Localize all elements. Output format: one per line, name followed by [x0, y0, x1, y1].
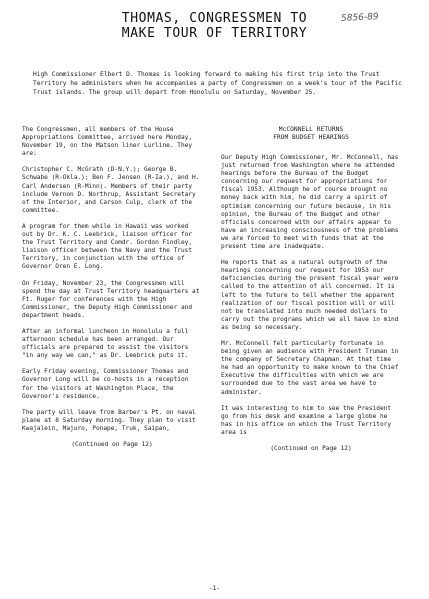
paragraph-truman-audience: Mr. McConnell felt particularly fortunate in being given an audience with President Truman in the company of Secretary Chapman. At that time he had an opportunity to make known to the Chief Executive the difficulties with which we are surrounded due to the vast area we have to administer.: [221, 339, 399, 396]
article-heading-mcconnell: McCONNELL RETURNS FROM BUDGET HEARINGS: [273, 126, 349, 141]
paragraph-congressmen-arrival: The Congressmen, all members of the House Appropriations Committee, arrived here Monday, November 19, on the Matson liner Lurline. They are:: [22, 126, 193, 158]
paragraph-departure: The party will leave from Barber's Pt. on naval plane at 8 Saturday morning. They plan to visit Kwajalein, Majuro, Ponape, Truk, Saipan,: [22, 408, 196, 432]
headline-line-2: MAKE TOUR OF TERRITORY: [121, 26, 308, 41]
headline-line-1: THOMAS, CONGRESSMEN TO: [121, 11, 308, 26]
right-column: [221, 126, 401, 453]
intro-paragraph: High Commissioner Elbert D. Thomas is looking forward to making his first trip into the Trust Territory he administers when he accompanies a party of Congressmen on a week's tour of the Pacific Trust islands. The group will depart from Honolulu on Saturday, November 25.: [33, 71, 402, 97]
paragraph-fiscal-deficiencies: He reports that as a natural outgrowth of the hearings concerning our request for 1953 our deficiencies during the present fiscal year were called to the attention of all concerned. It is left to the future to tell whether the apparent realization of our fiscal position will or will not be translated into much needed dollars to carry out the programs which we all have in mind as being so necessary.: [221, 259, 399, 331]
handwritten-reference-number: 5856-89: [340, 12, 379, 24]
page-number: -1-: [208, 584, 221, 592]
continued-notice-left: (Continued on Page 12): [71, 441, 153, 448]
continued-notice-right: (Continued on Page 12): [270, 445, 352, 452]
paragraph-reception: Early Friday evening, Commissioner Thomas and Governor Long will be co-hosts in a reception for the visitors at Washington Place, the Governor's residence.: [22, 368, 189, 400]
paragraph-hawaii-program: A program for them while in Hawaii was worked out by Dr. K. C. Leebrick, liaison officer for the Trust Territory and Comdr. Gordon Findley, liaison officer between the Navy and the Trust Territory, in conjunction with the office of Governor Oren E. Long.: [22, 222, 193, 271]
paragraph-member-names: Christopher C. McGrath (D-N.Y.); George B. Schwabe (R-Okla.); Ben F. Jensen (R-Ia.), and H. Carl Andersen (R-Minn). Members of their party include Vernon D. Northrup, Assistant Secretary of the Interior, and Carson Culp, clerk of the committee.: [22, 166, 200, 214]
paragraph-luncheon: After an informal luncheon in Honolulu a full afternoon schedule has been arranged. Our officials are prepared to assist the visitors "in any way we can," as Dr. Leebrick puts it.: [22, 327, 189, 360]
paragraph-globe: It was interesting to him to see the President go from his desk and examine a large globe he has in his office on which the Trust Territory area is: [221, 404, 392, 436]
left-column: [22, 126, 202, 449]
paragraph-budget-hearings: Our Deputy High Commissioner, Mr. McConnell, has just returned from Washington where he attended hearings before the Bureau of the Budget concerning our request for appropriations for fiscal 1953. Although he of course brought no money back with him, he did carry a spirit of optimism concerning our future because, in his opinion, the Bureau of the Budget and other officials concerned with our affairs appear to have an increasing consciousness of the problems we are forced to meet with funds that at the present time are inadequate.: [221, 154, 399, 251]
paragraph-friday-conferences: On Friday, November 23, the Congressmen will spend the day at Trust Territory headquarters at Ft. Ruger for conferences with the High Commissioner, the Deputy High Commissioner and department heads.: [22, 279, 200, 319]
